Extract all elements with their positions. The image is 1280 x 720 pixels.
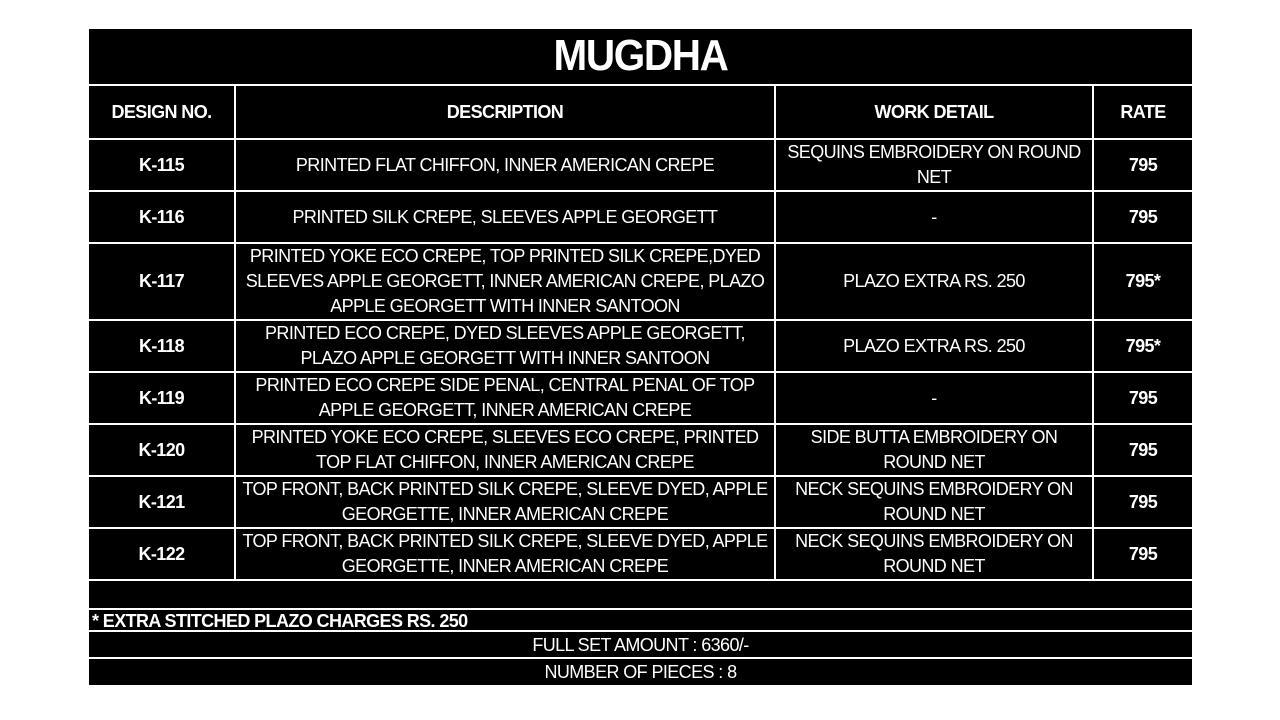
table-row bbox=[89, 191, 1192, 243]
rate-table bbox=[89, 84, 1192, 581]
description-cell: PRINTED ECO CREPE SIDE PENAL, CENTRAL PENAL OF TOP APPLE GEORGETT, INNER AMERICAN CREPE bbox=[235, 372, 775, 424]
description-cell: PRINTED YOKE ECO CREPE, TOP PRINTED SILK CREPE,DYED SLEEVES APPLE GEORGETT, INNER AMERICAN CREPE, PLAZO APPLE GEORGETT WITH INNER SANTOON bbox=[235, 243, 775, 320]
work-detail-cell: - bbox=[775, 191, 1093, 243]
table-row bbox=[89, 320, 1192, 372]
work-detail-cell: SEQUINS EMBROIDERY ON ROUND NET bbox=[775, 139, 1093, 191]
description-cell: TOP FRONT, BACK PRINTED SILK CREPE, SLEEVE DYED, APPLE GEORGETTE, INNER AMERICAN CREPE bbox=[235, 528, 775, 580]
header-work-detail: WORK DETAIL bbox=[775, 85, 1093, 139]
rate-cell: 795* bbox=[1093, 243, 1192, 320]
header-design-no: DESIGN NO. bbox=[89, 85, 235, 139]
description-cell: PRINTED ECO CREPE, DYED SLEEVES APPLE GEORGETT, PLAZO APPLE GEORGETT WITH INNER SANTOON bbox=[235, 320, 775, 372]
rate-cell: 795 bbox=[1093, 191, 1192, 243]
design-number: K-117 bbox=[89, 243, 235, 320]
rate-cell: 795 bbox=[1093, 476, 1192, 528]
table-row bbox=[89, 528, 1192, 580]
full-set-amount: FULL SET AMOUNT : 6360/- bbox=[89, 630, 1192, 657]
description-cell: PRINTED FLAT CHIFFON, INNER AMERICAN CREPE bbox=[235, 139, 775, 191]
work-detail-cell: NECK SEQUINS EMBROIDERY ON ROUND NET bbox=[775, 528, 1093, 580]
table-row bbox=[89, 372, 1192, 424]
header-rate: RATE bbox=[1093, 85, 1192, 139]
design-number: K-119 bbox=[89, 372, 235, 424]
header-description: DESCRIPTION bbox=[235, 85, 775, 139]
table-header-row bbox=[89, 85, 1192, 139]
rate-cell: 795* bbox=[1093, 320, 1192, 372]
price-list-sheet bbox=[89, 29, 1192, 685]
rate-cell: 795 bbox=[1093, 372, 1192, 424]
design-number: K-115 bbox=[89, 139, 235, 191]
design-number: K-116 bbox=[89, 191, 235, 243]
table-row bbox=[89, 139, 1192, 191]
description-cell: TOP FRONT, BACK PRINTED SILK CREPE, SLEEVE DYED, APPLE GEORGETTE, INNER AMERICAN CREPE bbox=[235, 476, 775, 528]
design-number: K-120 bbox=[89, 424, 235, 476]
work-detail-cell: PLAZO EXTRA RS. 250 bbox=[775, 320, 1093, 372]
description-cell: PRINTED SILK CREPE, SLEEVES APPLE GEORGETT bbox=[235, 191, 775, 243]
design-number: K-121 bbox=[89, 476, 235, 528]
design-number: K-122 bbox=[89, 528, 235, 580]
work-detail-cell: PLAZO EXTRA RS. 250 bbox=[775, 243, 1093, 320]
plazo-charges-note: * EXTRA STITCHED PLAZO CHARGES RS. 250 bbox=[89, 608, 1192, 630]
number-of-pieces: NUMBER OF PIECES : 8 bbox=[89, 657, 1192, 685]
table-row bbox=[89, 424, 1192, 476]
design-number: K-118 bbox=[89, 320, 235, 372]
work-detail-cell: SIDE BUTTA EMBROIDERY ON ROUND NET bbox=[775, 424, 1093, 476]
table-row bbox=[89, 243, 1192, 320]
rate-cell: 795 bbox=[1093, 139, 1192, 191]
rate-cell: 795 bbox=[1093, 424, 1192, 476]
description-cell: PRINTED YOKE ECO CREPE, SLEEVES ECO CREPE, PRINTED TOP FLAT CHIFFON, INNER AMERICAN CREPE bbox=[235, 424, 775, 476]
work-detail-cell: - bbox=[775, 372, 1093, 424]
catalog-title: MUGDHA bbox=[553, 31, 728, 80]
work-detail-cell: NECK SEQUINS EMBROIDERY ON ROUND NET bbox=[775, 476, 1093, 528]
rate-cell: 795 bbox=[1093, 528, 1192, 580]
table-row bbox=[89, 476, 1192, 528]
